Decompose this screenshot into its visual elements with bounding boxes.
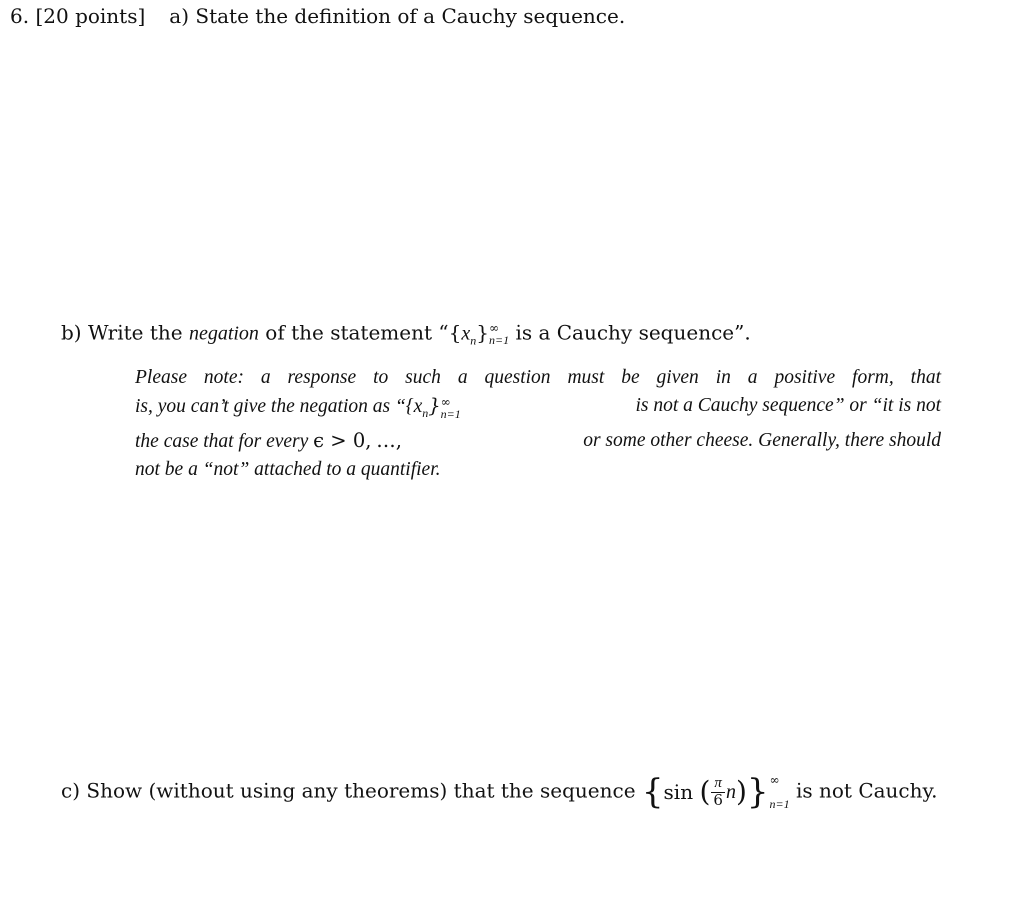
part-b-text-before: Write the [87, 320, 183, 345]
question-header [10, 6, 625, 26]
part-c-label: c) [61, 778, 81, 803]
math-close-brace: } [746, 772, 769, 812]
part-a-label: a) [169, 4, 190, 28]
math-frac-den: 6 [713, 790, 723, 809]
part-c-statement [61, 774, 938, 810]
question-number: 6. [10, 4, 30, 28]
note-line-1: Please note: a response to such a question must be given in a positive form, that [135, 367, 941, 388]
note-line-3-before: the case that for every [135, 431, 309, 452]
math-open-paren: ( [699, 775, 711, 808]
math-var-sub: n [470, 333, 477, 348]
question-points: [20 points] [35, 4, 146, 28]
part-b-text-middle: of the statement “{ [265, 320, 462, 345]
math-sub: n=1 [488, 333, 510, 347]
math-fraction [711, 776, 725, 809]
note-line-2-before: is, you can’t give the negation as “{ [135, 396, 414, 417]
note-math-var: x [413, 396, 423, 417]
note-math-brace: } [428, 394, 441, 417]
math-c-limits [770, 774, 790, 810]
math-c-sup: ∞ [769, 773, 780, 787]
math-brace-close: } [476, 320, 489, 345]
math-var-n: n [725, 781, 736, 803]
note-line-4: not be a “not” attached to a quantifier. [135, 459, 441, 480]
part-b-text-after: is a Cauchy sequence”. [515, 320, 751, 345]
part-c-sequence-expr [642, 774, 790, 810]
math-limits [489, 322, 509, 346]
note-math-sub: n=1 [440, 406, 461, 421]
note-line-2 [135, 392, 941, 427]
part-c-text-before: Show (without using any theorems) that the sequence [86, 778, 636, 803]
part-b-label: b) [61, 320, 82, 345]
note-math-limits [441, 396, 461, 420]
note-line-2-after: is not a Cauchy sequence” or “it is not [635, 395, 941, 416]
note-ellipsis: …, [376, 429, 402, 452]
note-line-3-after: or some other cheese. Generally, there should [583, 430, 941, 451]
math-sup: ∞ [488, 321, 499, 335]
math-frac-num: π [711, 776, 725, 793]
note-line-3 [135, 427, 941, 456]
note-math-var-sub: n [422, 406, 429, 420]
note-epsilon-expr: ϵ > 0, [313, 429, 372, 452]
part-b-emphasis: negation [188, 322, 259, 345]
math-c-sub: n=1 [769, 797, 790, 811]
note-math-sup: ∞ [440, 394, 451, 409]
math-func-sin: sin [663, 780, 694, 804]
part-a-text: State the definition of a Cauchy sequence. [195, 4, 626, 28]
math-open-brace: { [641, 772, 664, 812]
math-var-x: x [461, 322, 471, 345]
part-c-text-after: is not Cauchy. [795, 778, 938, 803]
math-close-paren: ) [735, 775, 747, 808]
part-b-note [135, 364, 941, 484]
part-b-statement [61, 322, 751, 347]
